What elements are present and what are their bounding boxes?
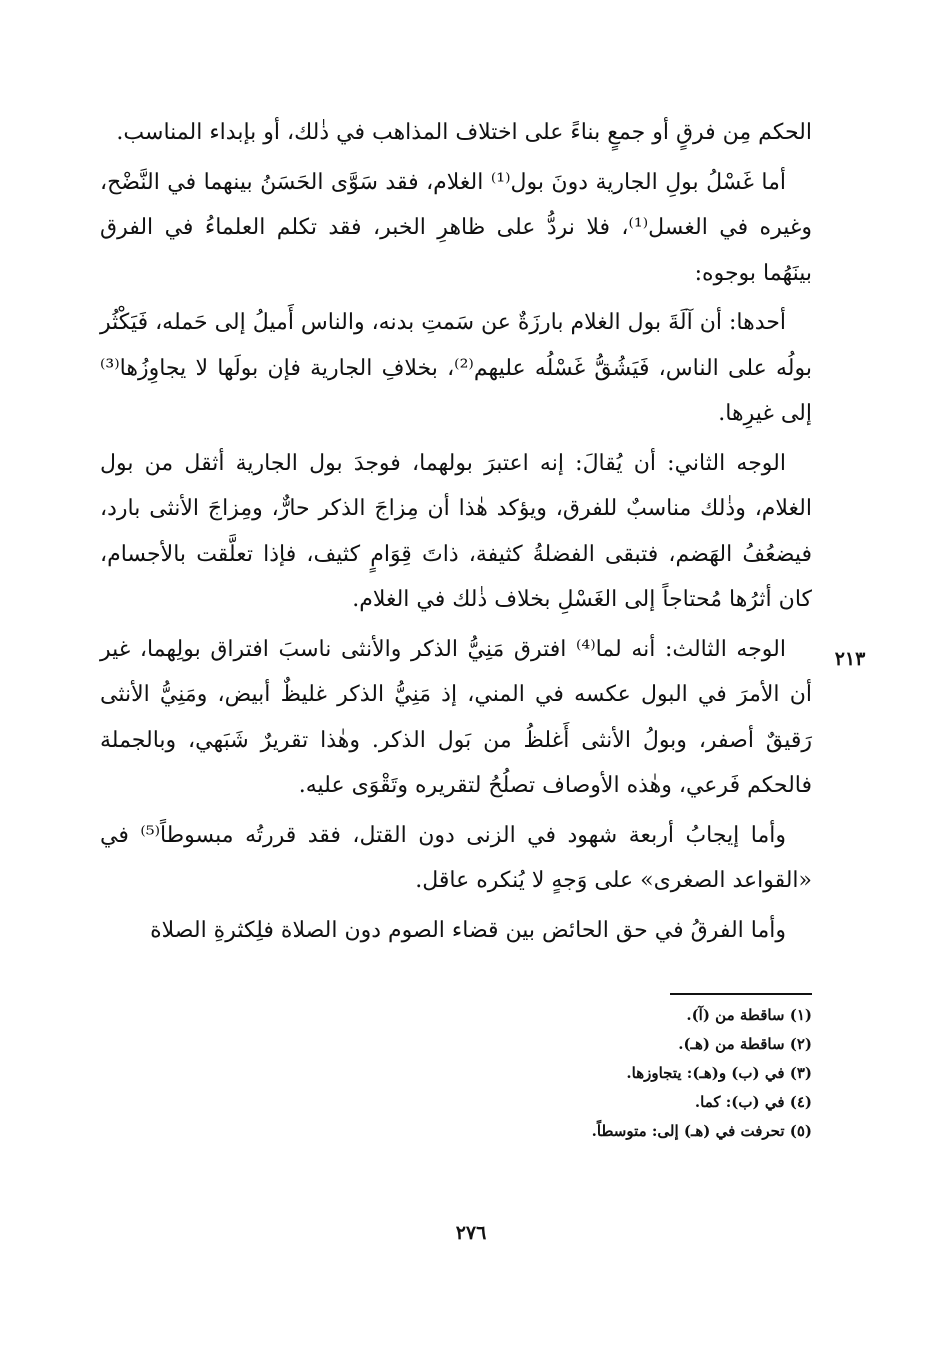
paragraph: وأما الفرقُ في حق الحائض بين قضاء الصوم دون الصلاة فلِكثرةِ الصلاة [150,917,786,943]
margin-page-reference: ٢١٣ [834,648,866,670]
paragraph: أحدها: أن آلَةَ بول الغلام بارزَةٌ عن سَمتِ بدنه، والناس أَميلُ إلى حَمله، فَيَكْثُر بولُه على الناس، فَيَشُقُّ غَسْلُه عليهم⁽²⁾، بخلافِ الجارية فإن بولَها لا يجاوِزُها⁽³⁾ إلى غيرِها. [100,310,812,426]
paragraph: وأما إيجابُ أربعة شهود في الزنى دون القتل، فقد قررتُه مبسوطاً⁽⁵⁾ في «القواعد الصغرى» على وَجهٍ لا يُنكره عاقل. [100,822,812,893]
footnote: (٥) تحرفت في (هـ) إلى: متوسطاً. [591,1122,812,1140]
paragraph: الوجه الثالث: أنه لما⁽⁴⁾ افترق مَنِيُّ الذكر والأنثى ناسبَ افتراق بولِهما، غير أن الأمرَ في البول عكسه في المني، إذ مَنِيُّ الذكر غليظٌ أبيض، ومَنِيُّ الأنثى رَقيقٌ أصفر، وبولُ الأنثى أَغلظُ من بَول الذكر. وهٰذا تقريرٌ شَبَهي، وبالجملة فالحكم فَرعي، وهٰذه الأوصاف تصلُحُ لتقريره وتَقْوَى عليه. [100,636,812,798]
paragraph: الوجه الثاني: أن يُقالَ: إنه اعتبرَ بولهما، فوجدَ بول الجارية أثقل من بول الغلام، وذٰلك مناسبٌ للفرق، ويؤكد هٰذا أن مِزاجَ الذكر حارٌّ، ومِزاجَ الأنثى بارد، فيضعُفُ الهَضم، فتبقى الفضلةُ كثيفة، ذاتَ قِوَامٍ كثيف، فإذا تعلَّقت بالأجسام، كان أثرُها مُحتاجاً إلى الغَسْلِ بخلاف ذٰلك في الغلام. [100,450,812,612]
main-text-block [100,110,812,957]
paragraph: الحكم مِن فرقٍ أو جمعٍ بناءً على اختلاف المذاهب في ذٰلك، أو بإبداء المناسب. [116,120,812,145]
footnotes-block [420,1001,812,1146]
page-number: ٢٧٦ [455,1222,487,1244]
footnote: (٤) في (ب): كما. [694,1093,812,1111]
footnote-separator [670,993,812,995]
footnote: (٢) ساقطة من (هـ). [678,1035,812,1053]
paragraph: أما غَسْلُ بولِ الجارية دونَ بول⁽¹⁾ الغلام، فقد سَوَّى الحَسَنُ بينهما في النَّضْح، وغيره في الغسل⁽¹⁾، فلا نردُّ على ظاهرِ الخبر، فقد تكلم العلماءُ في الفرق بينَهُما بوجوه: [100,169,812,286]
footnote: (٣) في (ب) و(هـ): يتجاوزها. [626,1064,812,1082]
footnote: (١) ساقطة من (آ). [686,1006,812,1024]
